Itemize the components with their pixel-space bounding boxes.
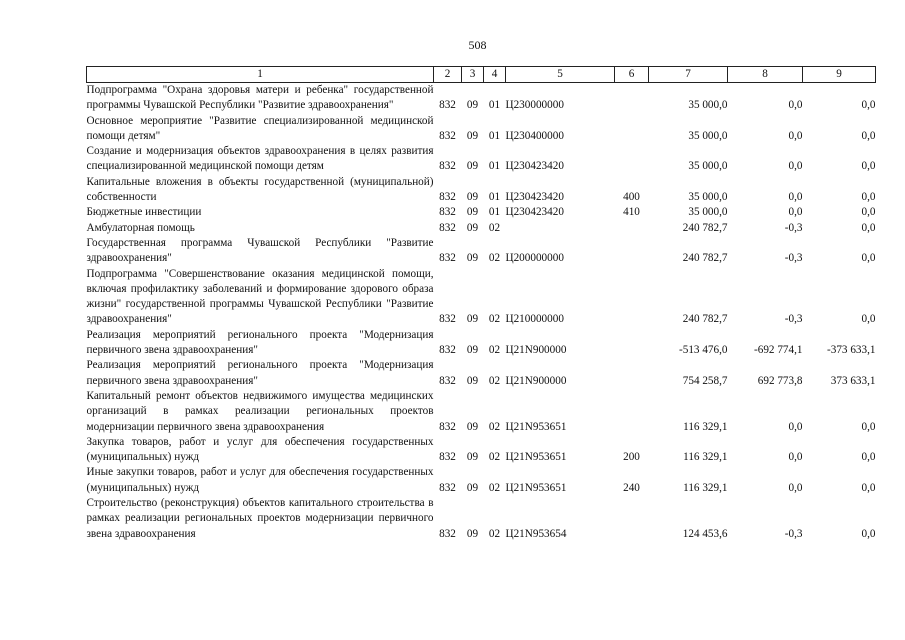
ministry-code: 832 xyxy=(439,221,456,234)
amount-col9: 0,0 xyxy=(861,313,876,326)
column-header-7: 7 xyxy=(649,67,728,83)
table-row xyxy=(87,496,876,542)
target-article-code: Ц21N953654 xyxy=(505,527,567,540)
amount-col7: 116 329,1 xyxy=(683,481,728,494)
amount-col8: 0,0 xyxy=(788,206,803,219)
target-article-code: Ц210000000 xyxy=(505,313,564,326)
expense-type-code: 240 xyxy=(623,481,640,494)
row-name: Закупка товаров, работ и услуг для обеспечения государственных (муниципальных) нужд xyxy=(86,435,434,464)
subsection-code: 01 xyxy=(488,191,501,204)
amount-col7: 35 000,0 xyxy=(688,129,728,142)
section-code: 09 xyxy=(466,206,479,219)
row-name: Подпрограмма "Совершенствование оказания медицинской помощи, включая профилактику заболеваний и формирование здорового образа жизни" государственной программы Чувашской Республики "Развитие здравоохранения" xyxy=(86,267,434,326)
section-code: 09 xyxy=(466,191,479,204)
row-name: Капитальный ремонт объектов недвижимого имущества медицинских организаций в рамках реализации региональных проектов модернизации первичного звена здравоохранения xyxy=(86,389,434,433)
section-code: 09 xyxy=(466,481,479,494)
row-name: Государственная программа Чувашской Республики "Развитие здравоохранения" xyxy=(86,236,434,265)
amount-col9: 0,0 xyxy=(861,481,876,494)
subsection-code: 02 xyxy=(488,252,501,265)
section-code: 09 xyxy=(466,527,479,540)
row-name: Иные закупки товаров, работ и услуг для обеспечения государственных (муниципальных) нужд xyxy=(86,466,434,494)
target-article-code: Ц230423420 xyxy=(505,206,564,219)
ministry-code: 832 xyxy=(439,527,456,540)
expense-type-code xyxy=(615,114,649,145)
expense-type-code: 200 xyxy=(623,451,640,464)
target-article-code: Ц230423420 xyxy=(505,191,564,204)
column-header-9: 9 xyxy=(803,67,876,83)
amount-col7: 35 000,0 xyxy=(688,206,728,219)
ministry-code: 832 xyxy=(439,344,456,357)
amount-col9: 0,0 xyxy=(861,129,876,142)
row-name: Подпрограмма "Охрана здоровья матери и ребенка" государственной программы Чувашской Республики "Развитие здравоохранения" xyxy=(86,84,434,112)
table-row xyxy=(87,465,876,496)
expense-type-code xyxy=(615,236,649,267)
section-code: 09 xyxy=(466,420,479,433)
amount-col9: 0,0 xyxy=(861,527,876,540)
amount-col9: 0,0 xyxy=(861,451,876,464)
amount-col8: -0,3 xyxy=(784,221,803,234)
subsection-code: 02 xyxy=(488,221,501,234)
ministry-code: 832 xyxy=(439,160,456,173)
target-article-code: Ц230400000 xyxy=(505,129,564,142)
section-code: 09 xyxy=(466,252,479,265)
subsection-code: 02 xyxy=(488,344,501,357)
target-article-code: Ц21N953651 xyxy=(505,451,567,464)
section-code: 09 xyxy=(466,313,479,326)
expense-type-code xyxy=(615,83,649,114)
expense-type-code xyxy=(615,496,649,542)
amount-col9: 373 633,1 xyxy=(830,374,876,387)
amount-col8: 0,0 xyxy=(788,420,803,433)
table-row xyxy=(87,175,876,206)
table-row xyxy=(87,114,876,145)
amount-col9: 0,0 xyxy=(861,252,876,265)
table-row xyxy=(87,328,876,359)
amount-col9: -373 633,1 xyxy=(827,344,876,357)
amount-col9: 0,0 xyxy=(861,99,876,112)
target-article-code: Ц200000000 xyxy=(505,252,564,265)
target-article-code: Ц21N953651 xyxy=(505,481,567,494)
amount-col8: -0,3 xyxy=(784,313,803,326)
section-code: 09 xyxy=(466,160,479,173)
amount-col7: 35 000,0 xyxy=(688,191,728,204)
amount-col8: 0,0 xyxy=(788,481,803,494)
expense-type-code xyxy=(615,144,649,175)
amount-col9: 0,0 xyxy=(861,420,876,433)
expense-type-code: 400 xyxy=(623,191,640,204)
amount-col8: 0,0 xyxy=(788,99,803,112)
table-row xyxy=(87,236,876,267)
header-row xyxy=(87,67,876,83)
amount-col7: 35 000,0 xyxy=(688,160,728,173)
subsection-code: 02 xyxy=(488,374,501,387)
table-row xyxy=(87,83,876,114)
target-article-code: Ц21N900000 xyxy=(505,374,567,387)
ministry-code: 832 xyxy=(439,206,456,219)
amount-col9: 0,0 xyxy=(861,160,876,173)
row-name: Капитальные вложения в объекты государственной (муниципальной) собственности xyxy=(86,175,434,204)
ministry-code: 832 xyxy=(439,252,456,265)
ministry-code: 832 xyxy=(439,481,456,494)
subsection-code: 01 xyxy=(488,206,501,219)
column-header-8: 8 xyxy=(728,67,803,83)
amount-col8: 0,0 xyxy=(788,160,803,173)
subsection-code: 02 xyxy=(488,481,501,494)
row-name: Бюджетные инвестиции xyxy=(86,206,202,219)
amount-col7: 35 000,0 xyxy=(688,99,728,112)
column-header-5: 5 xyxy=(506,67,615,83)
target-article-code: Ц230423420 xyxy=(505,160,564,173)
table-row xyxy=(87,144,876,175)
row-name: Амбулаторная помощь xyxy=(86,221,195,234)
target-article-code: Ц21N900000 xyxy=(505,344,567,357)
subsection-code: 02 xyxy=(488,313,501,326)
amount-col7: 116 329,1 xyxy=(683,451,728,464)
amount-col9: 0,0 xyxy=(861,206,876,219)
row-name: Создание и модернизация объектов здравоохранения в целях развития специализированной медицинской помощи детям xyxy=(86,145,434,173)
amount-col8: -0,3 xyxy=(784,252,803,265)
target-article-code: Ц230000000 xyxy=(505,99,564,112)
subsection-code: 02 xyxy=(488,527,501,540)
amount-col7: 240 782,7 xyxy=(682,313,728,326)
section-code: 09 xyxy=(466,374,479,387)
table-row xyxy=(87,389,876,435)
amount-col7: 240 782,7 xyxy=(682,221,728,234)
section-code: 09 xyxy=(466,129,479,142)
ministry-code: 832 xyxy=(439,420,456,433)
amount-col8: 0,0 xyxy=(788,191,803,204)
amount-col9: 0,0 xyxy=(861,191,876,204)
column-header-6: 6 xyxy=(615,67,649,83)
section-code: 09 xyxy=(466,451,479,464)
expense-type-code xyxy=(615,358,649,389)
ministry-code: 832 xyxy=(439,191,456,204)
ministry-code: 832 xyxy=(439,374,456,387)
table-row xyxy=(87,267,876,328)
amount-col9: 0,0 xyxy=(861,221,876,234)
expense-type-code xyxy=(615,328,649,359)
amount-col8: -0,3 xyxy=(784,527,803,540)
table-row xyxy=(87,205,876,220)
expense-type-code xyxy=(615,389,649,435)
target-article-code: Ц21N953651 xyxy=(505,420,567,433)
column-header-1: 1 xyxy=(87,67,434,83)
amount-col7: 116 329,1 xyxy=(683,420,728,433)
amount-col7: 124 453,6 xyxy=(682,527,728,540)
ministry-code: 832 xyxy=(439,313,456,326)
subsection-code: 01 xyxy=(488,160,501,173)
amount-col7: 754 258,7 xyxy=(682,374,728,387)
amount-col7: 240 782,7 xyxy=(682,252,728,265)
expense-type-code: 410 xyxy=(623,206,640,219)
section-code: 09 xyxy=(466,344,479,357)
expense-type-code xyxy=(615,267,649,328)
row-name: Реализация мероприятий регионального проекта "Модернизация первичного звена здравоохранения" xyxy=(86,328,434,357)
amount-col8: 0,0 xyxy=(788,451,803,464)
column-header-3: 3 xyxy=(462,67,484,83)
column-header-2: 2 xyxy=(434,67,462,83)
section-code: 09 xyxy=(466,99,479,112)
row-name: Основное мероприятие "Развитие специализированной медицинской помощи детям" xyxy=(86,114,434,142)
table-row xyxy=(87,221,876,236)
subsection-code: 01 xyxy=(488,99,501,112)
ministry-code: 832 xyxy=(439,99,456,112)
budget-table xyxy=(86,66,876,542)
row-name: Строительство (реконструкция) объектов капитального строительства в рамках реализации региональных проектов модернизации первичного звена здравоохранения xyxy=(86,497,434,540)
amount-col8: 692 773,8 xyxy=(757,374,803,387)
subsection-code: 01 xyxy=(488,129,501,142)
amount-col8: -692 774,1 xyxy=(754,344,803,357)
row-name: Реализация мероприятий регионального проекта "Модернизация первичного звена здравоохранения" xyxy=(86,359,434,387)
subsection-code: 02 xyxy=(488,420,501,433)
section-code: 09 xyxy=(466,221,479,234)
column-header-4: 4 xyxy=(484,67,506,83)
expense-type-code xyxy=(615,221,649,236)
page-number: 508 xyxy=(468,38,487,52)
table-row xyxy=(87,358,876,389)
ministry-code: 832 xyxy=(439,451,456,464)
table-body xyxy=(87,83,876,542)
ministry-code: 832 xyxy=(439,129,456,142)
target-article-code xyxy=(506,221,615,236)
amount-col7: -513 476,0 xyxy=(679,344,728,357)
table-row xyxy=(87,435,876,466)
amount-col8: 0,0 xyxy=(788,129,803,142)
subsection-code: 02 xyxy=(488,451,501,464)
